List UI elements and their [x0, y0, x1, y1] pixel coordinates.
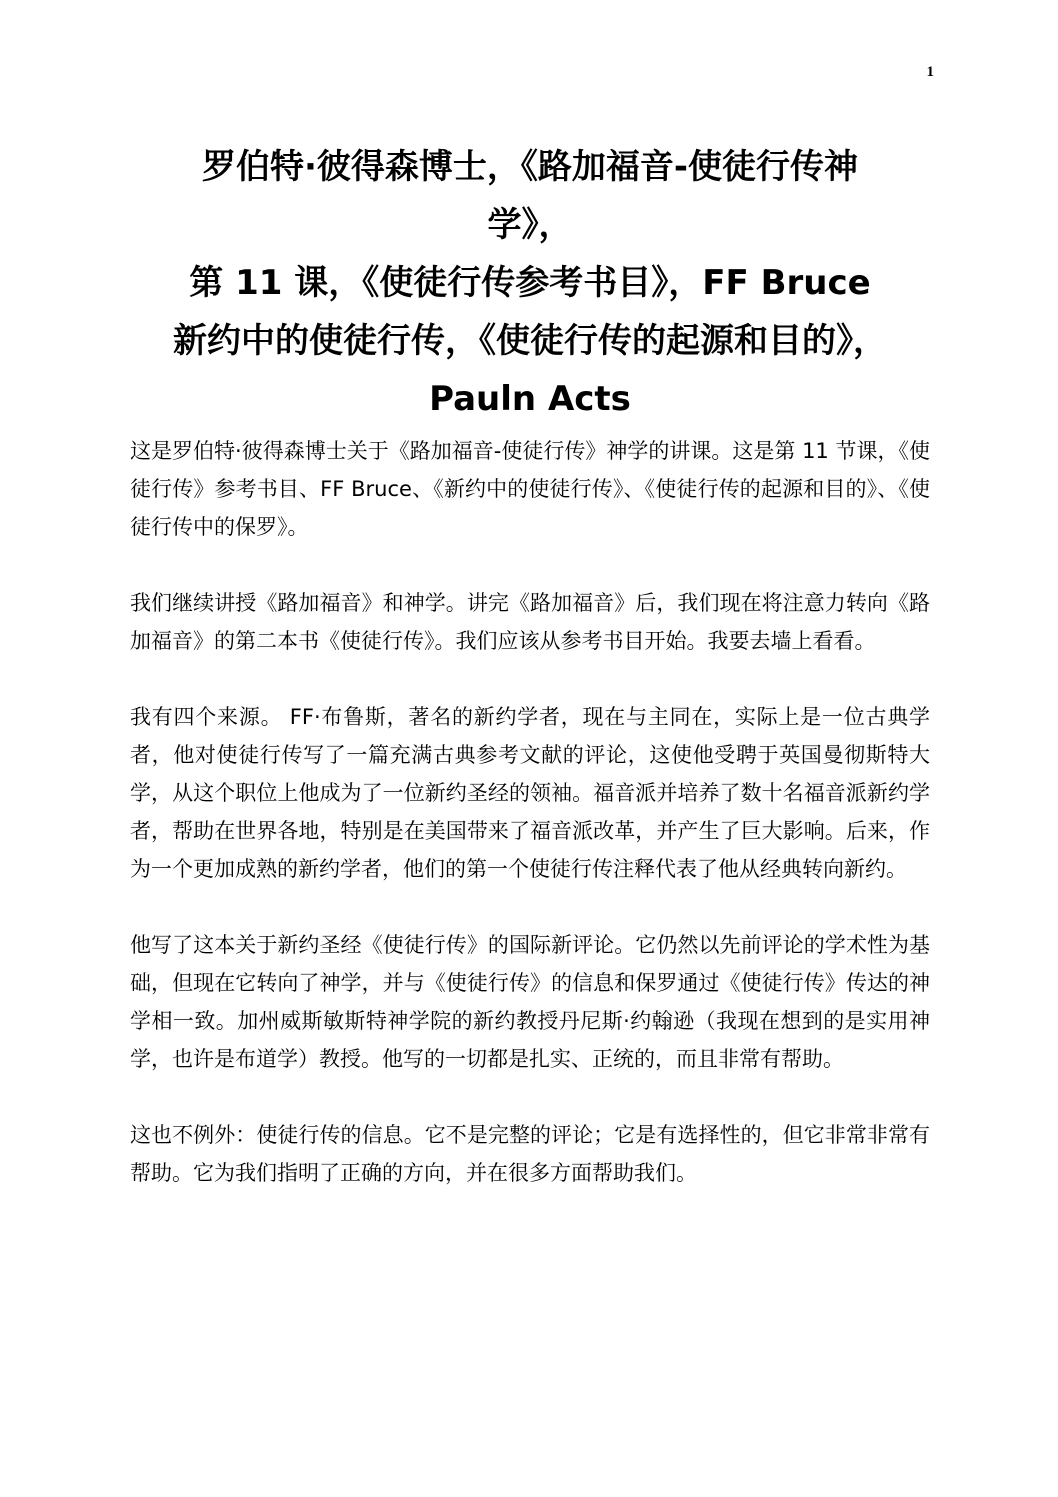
title-line-3: 第 11 课，《使徒行传参考书目》，FF Bruce — [189, 263, 871, 303]
lecture-title — [110, 138, 950, 428]
title-line-4: 新约中的使徒行传，《使徒行传的起源和目的》， — [173, 321, 887, 361]
paragraph-intro: 这是罗伯特·彼得森博士关于《路加福音-使徒行传》神学的讲课。这是第 11 节课，《使徒行传》参考书目、FF Bruce、《新约中的使徒行传》、《使徒行传的起源和目的》、《使徒行传中的保罗》。 — [130, 439, 930, 539]
paragraph-continue: 我们继续讲授《路加福音》和神学。讲完《路加福音》后，我们现在将注意力转向《路加福音》的第二本书《使徒行传》。我们应该从参考书目开始。我要去墙上看看。 — [130, 591, 930, 653]
title-line-5: Pauln Acts — [429, 379, 631, 419]
paragraph-exception: 这也不例外：使徒行传的信息。它不是完整的评论；它是有选择性的，但它非常非常有帮助。它为我们指明了正确的方向，并在很多方面帮助我们。 — [130, 1123, 930, 1185]
page-number: 1 — [926, 64, 934, 80]
paragraph-commentary: 他写了这本关于新约圣经《使徒行传》的国际新评论。它仍然以先前评论的学术性为基础，但现在它转向了神学，并与《使徒行传》的信息和保罗通过《使徒行传》传达的神学相一致。加州威斯敏斯特神学院的新约教授丹尼斯·约翰逊（我现在想到的是实用神学，也许是布道学）教授。他写的一切都是扎实、正统的，而且非常有帮助。 — [130, 933, 930, 1071]
title-line-2: 学》， — [487, 205, 573, 245]
paragraph-sources: 我有四个来源。 FF·布鲁斯，著名的新约学者，现在与主同在，实际上是一位古典学者，他对使徒行传写了一篇充满古典参考文献的评论，这使他受聘于英国曼彻斯特大学，从这个职位上他成为了一位新约圣经的领袖。福音派并培养了数十名福音派新约学者，帮助在世界各地，特别是在美国带来了福音派改革，并产生了巨大影响。后来，作为一个更加成熟的新约学者，他们的第一个使徒行传注释代表了他从经典转向新约。 — [130, 705, 930, 881]
title-line-1: 罗伯特·彼得森博士，《路加福音-使徒行传神 — [201, 147, 859, 187]
body-text — [130, 432, 930, 1230]
